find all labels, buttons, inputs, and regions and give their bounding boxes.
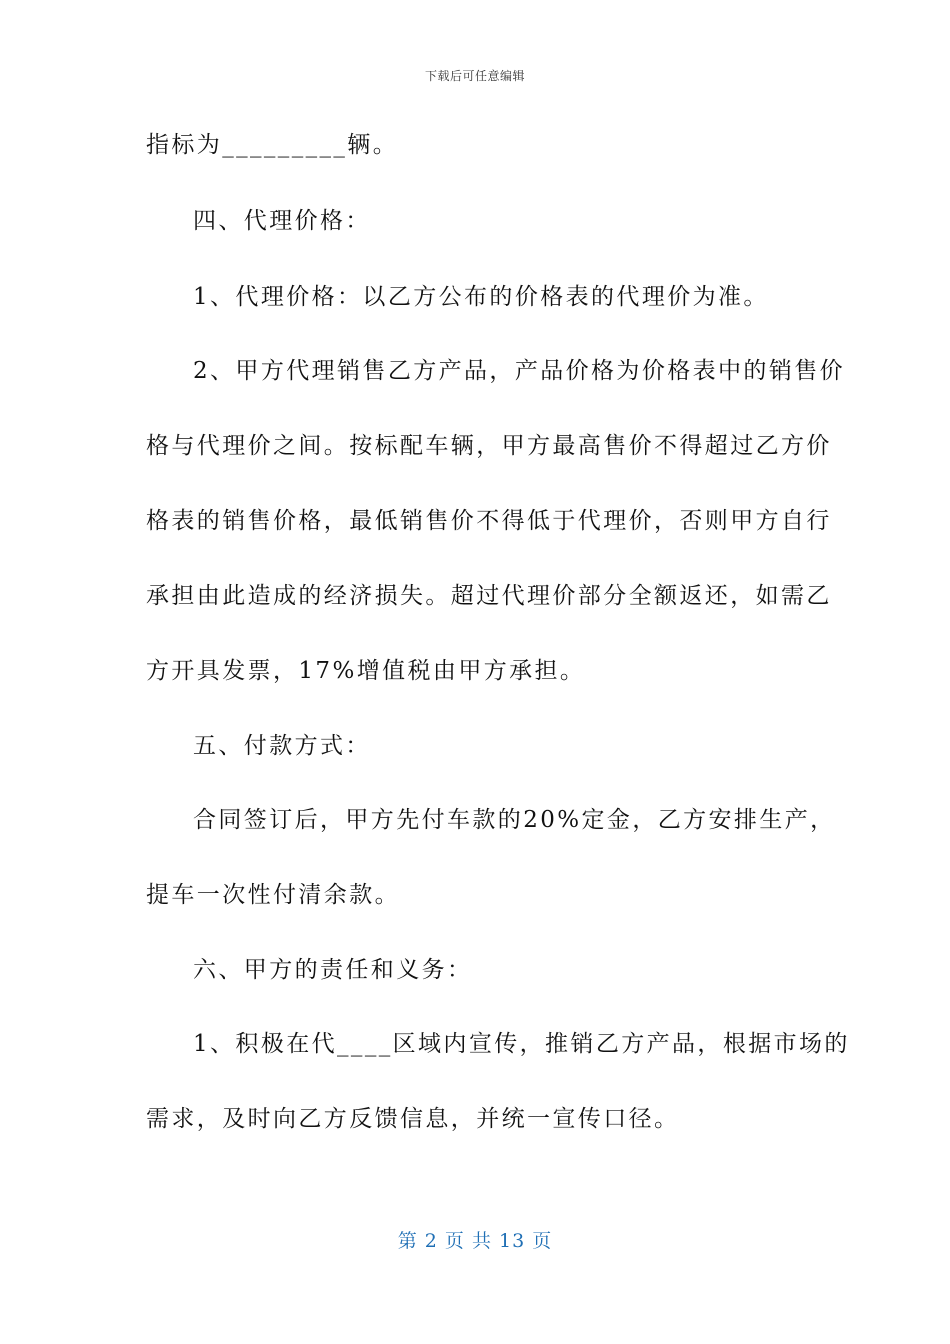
- body-line: 指标为_________辆。: [146, 132, 399, 158]
- body-line: 1、积极在代____区域内宣传，推销乙方产品，根据市场的: [193, 1031, 850, 1057]
- section-heading: 四、代理价格：: [193, 208, 371, 234]
- page-number: 第 2 页 共 13 页: [397, 1230, 553, 1252]
- body-line: 合同签订后，甲方先付车款的20%定金，乙方安排生产，: [193, 807, 836, 833]
- body-line: 提车一次性付清余款。: [146, 882, 400, 908]
- section-heading: 五、付款方式：: [193, 733, 371, 759]
- body-line: 承担由此造成的经济损失。超过代理价部分全额返还，如需乙: [146, 583, 832, 609]
- page-header: 下载后可任意编辑: [424, 69, 525, 83]
- body-line: 方开具发票，17%增值税由甲方承担。: [146, 658, 586, 684]
- section-heading: 六、甲方的责任和义务：: [193, 957, 473, 983]
- body-line: 2、甲方代理销售乙方产品，产品价格为价格表中的销售价: [193, 358, 846, 384]
- body-line: 格表的销售价格，最低销售价不得低于代理价，否则甲方自行: [146, 508, 832, 534]
- body-line: 1、代理价格：以乙方公布的价格表的代理价为准。: [193, 284, 769, 310]
- body-line: 格与代理价之间。按标配车辆，甲方最高售价不得超过乙方价: [146, 433, 832, 459]
- body-line: 需求，及时向乙方反馈信息，并统一宣传口径。: [146, 1106, 680, 1132]
